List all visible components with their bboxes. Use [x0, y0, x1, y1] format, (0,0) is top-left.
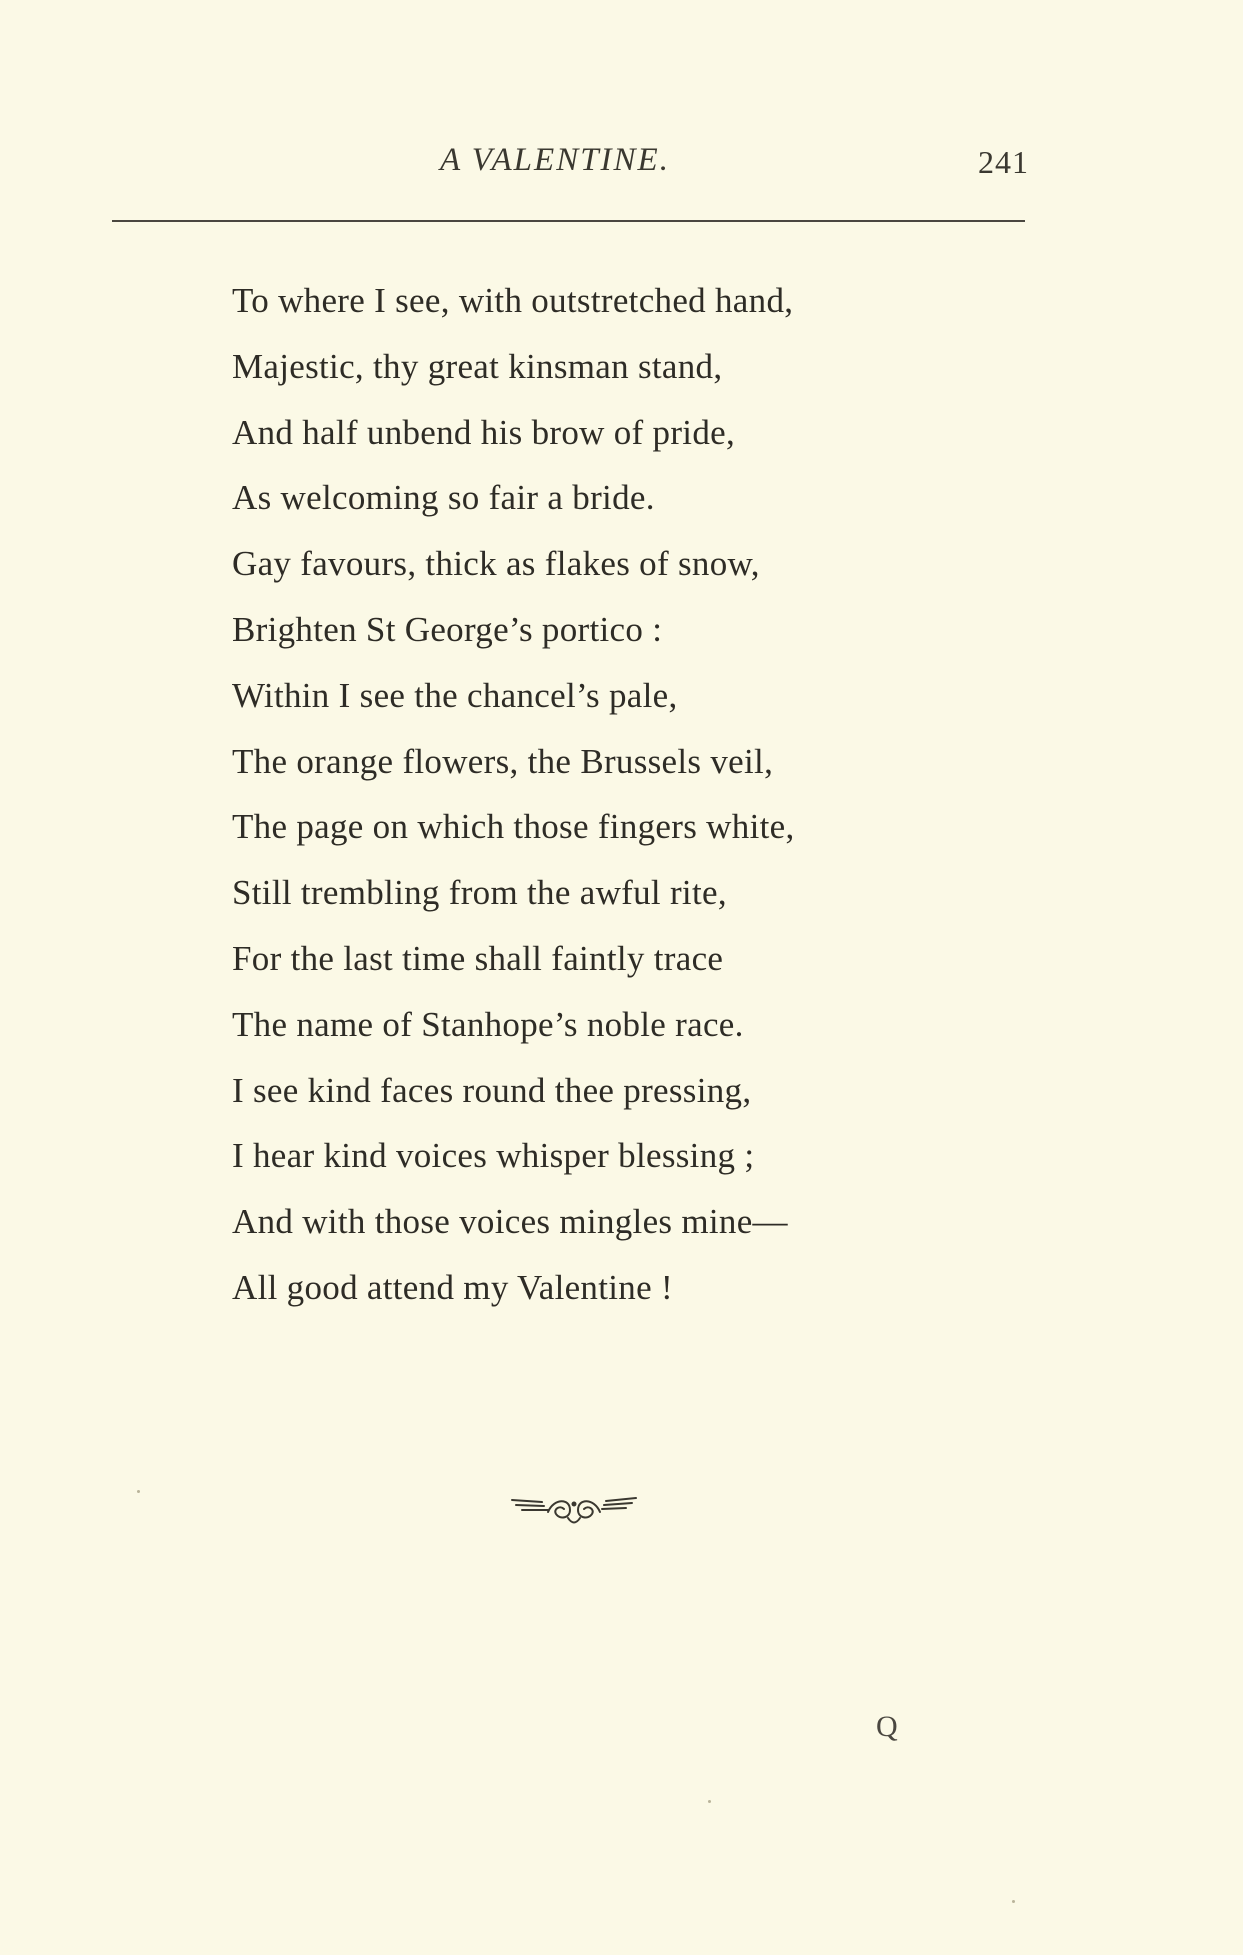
poem-line: And half unbend his brow of pride,	[232, 412, 736, 452]
paper-speck	[137, 1490, 140, 1493]
poem-line: The orange flowers, the Brussels veil,	[232, 741, 774, 781]
page-number: 241	[978, 144, 1029, 180]
poem-line: And with those voices mingles mine—	[232, 1202, 788, 1242]
poem-line: As welcoming so fair a bride.	[232, 478, 655, 518]
paper-speck	[1012, 1900, 1015, 1903]
poem-line: The name of Stanhope’s noble race.	[232, 1004, 744, 1044]
poem-verse	[232, 268, 1032, 1321]
header-rule	[112, 220, 1025, 222]
poem-line: All good attend my Valentine !	[232, 1267, 673, 1307]
poem-line: To where I see, with outstretched hand,	[232, 281, 794, 320]
signature-mark: Q	[876, 1710, 898, 1743]
poem-line: I hear kind voices whisper blessing ;	[232, 1136, 755, 1176]
poem-line: Still trembling from the awful rite,	[232, 873, 727, 913]
poem-line: Within I see the chancel’s pale,	[232, 675, 678, 715]
running-title: A VALENTINE.	[440, 142, 670, 178]
tailpiece-ornament-icon	[508, 1490, 640, 1526]
poem-line: Gay favours, thick as flakes of snow,	[232, 544, 760, 584]
poem-line: The page on which those fingers white,	[232, 807, 795, 847]
poem-line: I see kind faces round thee pressing,	[232, 1070, 752, 1110]
poem-line: For the last time shall faintly trace	[232, 938, 724, 978]
paper-speck	[708, 1800, 711, 1803]
poem-line: Brighten St George’s portico :	[232, 609, 663, 649]
poem-line: Majestic, thy great kinsman stand,	[232, 346, 723, 386]
